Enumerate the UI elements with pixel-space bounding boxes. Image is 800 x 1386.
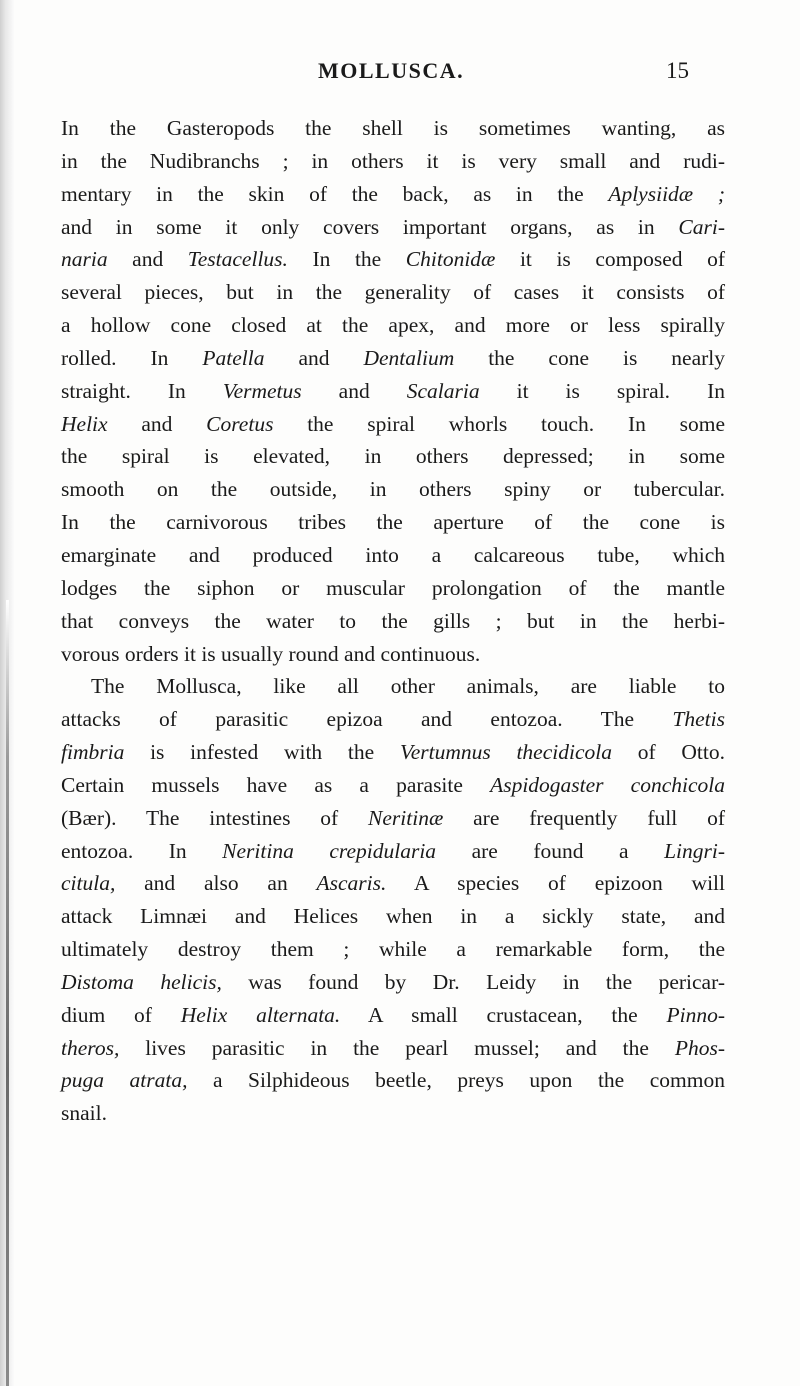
- text-line: mentary in the skin of the back, as in the Aplysiidæ ;: [61, 181, 725, 206]
- text-line: The Mollusca, like all other animals, are liable to: [91, 674, 725, 699]
- text-line: in the Nudibranchs ; in others it is very small and rudi-: [61, 148, 725, 173]
- text-line: citula, and also an Ascaris. A species of epizoon will: [61, 871, 726, 896]
- text-line: puga atrata, a Silphideous beetle, preys upon the common: [61, 1068, 725, 1093]
- text-line: emarginate and produced into a calcareous tube, which: [61, 542, 725, 567]
- text-line: entozoa. In Neritina crepidularia are found a Lingri-: [61, 838, 726, 863]
- text-line: attack Limnæi and Helices when in a sickly state, and: [61, 904, 725, 929]
- text-line: naria and Testacellus. In the Chitonidæ it is composed of: [61, 247, 725, 272]
- body-text: [61, 112, 725, 1130]
- text-line: rolled. In Patella and Dentalium the cone is nearly: [61, 345, 725, 370]
- text-line: straight. In Vermetus and Scalaria it is spiral. In: [61, 378, 725, 403]
- running-head: [0, 58, 800, 88]
- text-line: In the Gasteropods the shell is sometimes wanting, as: [61, 116, 725, 140]
- text-line: Helix and Coretus the spiral whorls touch. In some: [61, 411, 726, 436]
- text-line: and in some it only covers important organs, as in Cari-: [61, 214, 725, 239]
- running-title: MOLLUSCA.: [318, 58, 465, 83]
- text-line: Distoma helicis, was found by Dr. Leidy in the pericar-: [61, 969, 725, 994]
- text-line: several pieces, but in the generality of cases it consists of: [61, 280, 725, 305]
- text-line: ultimately destroy them ; while a remarkable form, the: [61, 937, 725, 962]
- text-line: fimbria is infested with the Vertumnus thecidicola of Otto.: [61, 740, 725, 765]
- text-line: In the carnivorous tribes the aperture of the cone is: [61, 510, 725, 535]
- page-number: 15: [666, 58, 689, 83]
- text-line: lodges the siphon or muscular prolongation of the mantle: [61, 575, 725, 600]
- text-line: dium of Helix alternata. A small crustacean, the Pinno-: [61, 1002, 725, 1027]
- text-line: Certain mussels have as a parasite Aspidogaster conchicola: [61, 772, 725, 797]
- text-line: a hollow cone closed at the apex, and more or less spirally: [61, 313, 725, 338]
- text-line: the spiral is elevated, in others depressed; in some: [61, 444, 725, 469]
- text-line: smooth on the outside, in others spiny or tubercular.: [61, 477, 725, 502]
- text-line: (Bær). The intestines of Neritinæ are frequently full of: [61, 805, 725, 830]
- text-line: attacks of parasitic epizoa and entozoa. The Thetis: [61, 707, 725, 732]
- binding-gutter-line: [6, 600, 9, 1386]
- text-line: that conveys the water to the gills ; but in the herbi-: [61, 608, 725, 633]
- text-line: theros, lives parasitic in the pearl mussel; and the Phos-: [61, 1035, 725, 1060]
- text-line: snail.: [61, 1101, 107, 1126]
- text-line: vorous orders it is usually round and continuous.: [61, 641, 481, 666]
